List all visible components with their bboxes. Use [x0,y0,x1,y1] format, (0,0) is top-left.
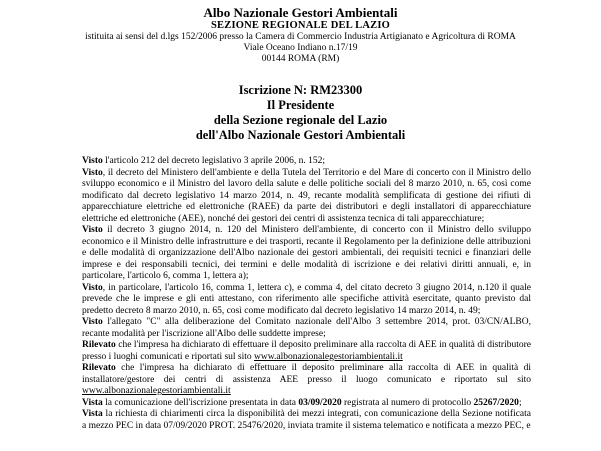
paragraph-text: la richiesta di chiarimenti circa la disponibilità dei mezzi integrati, con comunicazione della Sezione notificata a mezzo PEC in data 07/09/2020 PROT. 25476/2020, inviata tramite il sistema telematico e notificata a mezzo PEC, e [82,409,531,431]
paragraph-keyword: Visto [82,282,103,293]
paragraph-visto-5 [82,317,531,340]
paragraph-keyword: Visto [82,156,103,166]
registry-website-link[interactable]: www.albonazionalegestoriambientali.it [82,386,231,396]
inscription-number: Iscrizione N: RM23300 [238,83,363,97]
president-registry-line: dell'Albo Nazionale Gestori Ambientali [195,128,406,142]
paragraph-keyword: Rilevato [82,340,116,350]
paragraph-visto-2 [82,168,531,226]
paragraph-keyword: Visto [82,225,103,235]
paragraph-text: che l'impresa ha dichiarato di effettuare il deposito preliminare alla raccolta di AEE in qualità di distributore presso i luoghi comunicati e riportati sul sito [82,340,531,362]
submission-date: 03/09/2020 [298,397,342,408]
paragraph-text: l'articolo 212 del decreto legislativo 3 aprile 2006, n. 152; [102,156,326,166]
paragraph-rilevato-1 [82,340,531,363]
paragraph-text: l'allegato "C" alla deliberazione del Comitato nazionale dell'Albo 3 settembre 2014, prot. 03/CN/ALBO, recante modalità per l'iscrizione all'Albo delle suddette imprese; [82,317,531,339]
president-title: Il Presidente [266,98,335,112]
city-address: 00144 ROMA (RM) [261,54,340,64]
paragraph-text: , il decreto del Ministero dell'ambiente e della Tutela del Territorio e del Mare di concerto con il Ministro dello sviluppo economico e il Ministro del lavoro della salute e delle politiche sociali del 8 marzo 2010, n. 65, così come modificato dal decreto legislativo 14 marzo 2014, n. 49, recante modalità semplificata di gestione dei rifiuti di apparecchiature elettriche ed elettroniche (RAEE) da parte dei distributori e degli installatori di apparecchiature elettriche ed elettroniche (AEE), nonché dei gestori dei centri di assistenza tecnica di tali apparecchiature; [82,167,531,224]
paragraph-text: , in particolare, l'articolo 16, comma 1, lettera c), e comma 4, del citato decreto 3 giugno 2014, n.120 il quale prevede che le imprese e gli enti attestano, con riferimento alle specifiche attività esercitate, quanto previsto dal predetto decreto 8 marzo 2010, n. 65, così come modificato dal decreto legislativo 14 marzo 2014, n. 49; [82,282,531,316]
chamber-line: istituita ai sensi del d.lgs 152/2006 presso la Camera di Commercio Industria Artigianato e Agricoltura di ROMA [85,32,516,42]
document-header [0,5,601,65]
registry-website-link[interactable]: www.albonazionalegestoriambientali.it [254,351,403,362]
protocol-number: 25267/2020 [473,397,519,408]
paragraph-keyword: Visto [82,167,103,178]
paragraph-keyword: Vista [82,409,103,419]
document-body [82,156,531,432]
paragraph-text: ; [518,397,522,408]
paragraph-text: che l'impresa ha dichiarato di effettuare il deposito preliminare alla raccolta di AEE in qualità di installatore/gestore dei centri di assistenza AEE presso il luogo comunicato e riportato sul sito [82,363,531,385]
paragraph-vista-2 [82,409,531,432]
paragraph-text: il decreto 3 giugno 2014, n. 120 del Ministero dell'ambiente, di concerto con il Ministro dello sviluppo economico e il Ministro delle infrastrutture e dei trasporti, recante il Regolamento per la definizione delle attribuzioni e delle modalità di organizzazione dell'Albo nazionale dei gestori ambientali, dei requisiti tecnici e finanziari delle imprese e dei responsabili tecnici, dei termini e delle modalità di iscrizione e dei relativi diritti annuali, e, in particolare, l'articolo 6, comma 1, lettera a); [82,225,531,281]
paragraph-keyword: Rilevato [82,363,116,373]
registry-title: Albo Nazionale Gestori Ambientali [203,5,398,20]
paragraph-text: la comunicazione dell'iscrizione presentata in data [102,397,299,408]
section-name: SEZIONE REGIONALE DEL LAZIO [211,20,390,31]
street-address: Viale Oceano Indiano n.17/19 [243,43,358,53]
paragraph-keyword: Vista [82,397,103,408]
paragraph-text: registrata al numero di protocollo [341,397,474,408]
inscription-block [0,83,601,143]
president-section-line: della Sezione regionale del Lazio [213,113,388,127]
paragraph-vista-1 [82,398,531,410]
paragraph-rilevato-2 [82,363,531,398]
paragraph-visto-1 [82,156,531,168]
paragraph-visto-4 [82,283,531,318]
paragraph-visto-3 [82,225,531,283]
paragraph-keyword: Visto [82,317,103,327]
